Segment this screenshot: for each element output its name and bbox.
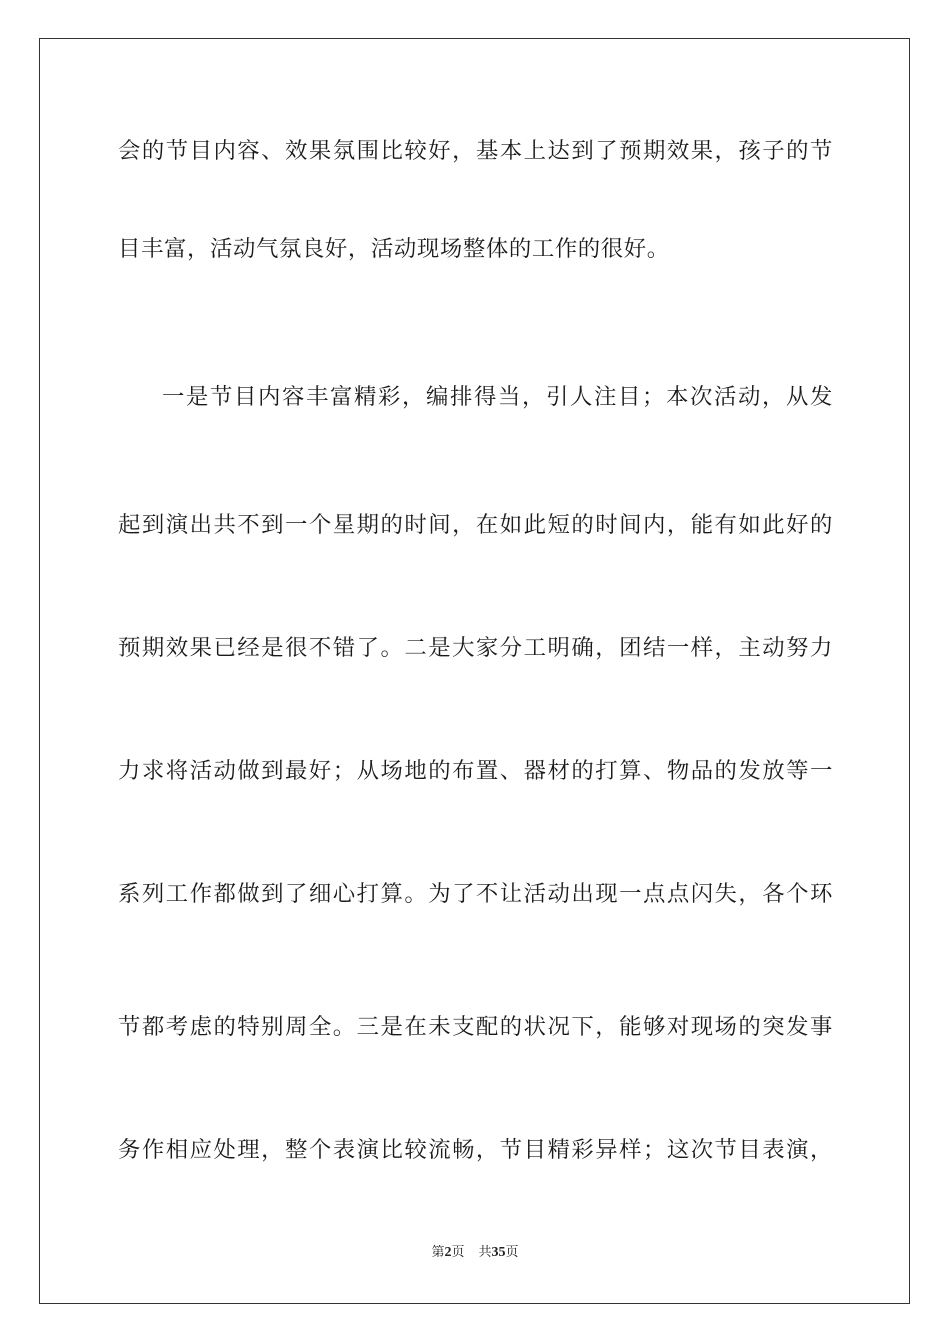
text-line-2: 目丰富，活动气氛良好，活动现场整体的工作的很好。	[118, 236, 670, 262]
text-line-8: 节都考虑的特别周全。三是在未支配的状况下，能够对现场的突发事	[118, 1014, 833, 1040]
total-prefix: 共	[478, 1245, 492, 1260]
text-line-9: 务作相应处理，整个表演比较流畅，节目精彩异样；这次节目表演，	[118, 1137, 833, 1163]
text-line-4: 起到演出共不到一个星期的时间，在如此短的时间内，能有如此好的	[118, 512, 833, 538]
text-line-1: 会的节目内容、效果氛围比较好，基本上达到了预期效果，孩子的节	[118, 138, 833, 164]
page-current: 2	[444, 1245, 452, 1260]
total-suffix: 页	[505, 1245, 519, 1260]
text-line-7: 系列工作都做到了细心打算。为了不让活动出现一点点闪失，各个环	[118, 881, 833, 907]
page-border	[39, 38, 910, 1304]
text-line-6: 力求将活动做到最好；从场地的布置、器材的打算、物品的发放等一	[118, 758, 833, 784]
page-suffix: 页	[451, 1245, 465, 1260]
page-footer	[0, 1244, 950, 1262]
page-total: 35	[491, 1245, 506, 1260]
page-prefix: 第	[431, 1245, 445, 1260]
text-line-5: 预期效果已经是很不错了。二是大家分工明确，团结一样，主动努力	[118, 635, 833, 661]
text-line-3: 一是节目内容丰富精彩，编排得当，引人注目；本次活动，从发	[162, 384, 833, 410]
